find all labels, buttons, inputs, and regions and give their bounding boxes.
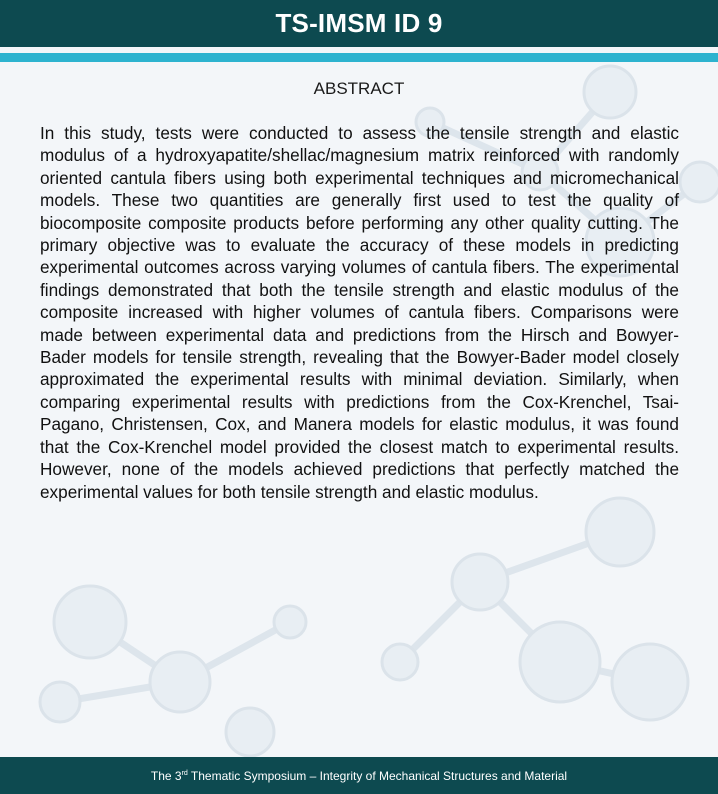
- header-banner: [0, 0, 718, 47]
- footer-text: [151, 769, 567, 783]
- abstract-heading: ABSTRACT: [313, 79, 405, 98]
- footer-banner: [0, 757, 718, 794]
- footer-suffix: Thematic Symposium – Integrity of Mechanical Structures and Material: [187, 768, 568, 783]
- abstract-body: In this study, tests were conducted to assess the tensile strength and elastic modulus of a hydroxyapatite/shellac/magnesium matrix reinforced with randomly oriented cantula fibers using both experimental techniques and micromechanical models. These two quantities are generally first used to test the quality of biocomposite composite products before performing any other quality cutting. The primary objective was to evaluate the accuracy of these models in predicting experimental outcomes across varying volumes of cantula fibers. The experimental findings demonstrated that both the tensile strength and elastic modulus of the composite increased with higher volumes of cantula fibers. Comparisons were made between experimental data and predictions from the Hirsch and Bowyer-Bader models for tensile strength, revealing that the Bowyer-Bader model closely approximated the experimental results with minimal deviation. Similarly, when comparing experimental results with predictions from the Cox-Krenchel, Tsai-Pagano, Christensen, Cox, and Manera models for elastic modulus, it was found that the Cox-Krenchel model provided the closest match to experimental results. However, none of the models achieved predictions that perfectly matched the experimental values for both tensile strength and elastic modulus.: [40, 123, 679, 502]
- page-title: TS-IMSM ID 9: [275, 8, 443, 38]
- footer-prefix: The 3: [150, 768, 182, 783]
- accent-bar: [0, 53, 718, 62]
- footer-superscript: rd: [181, 769, 188, 777]
